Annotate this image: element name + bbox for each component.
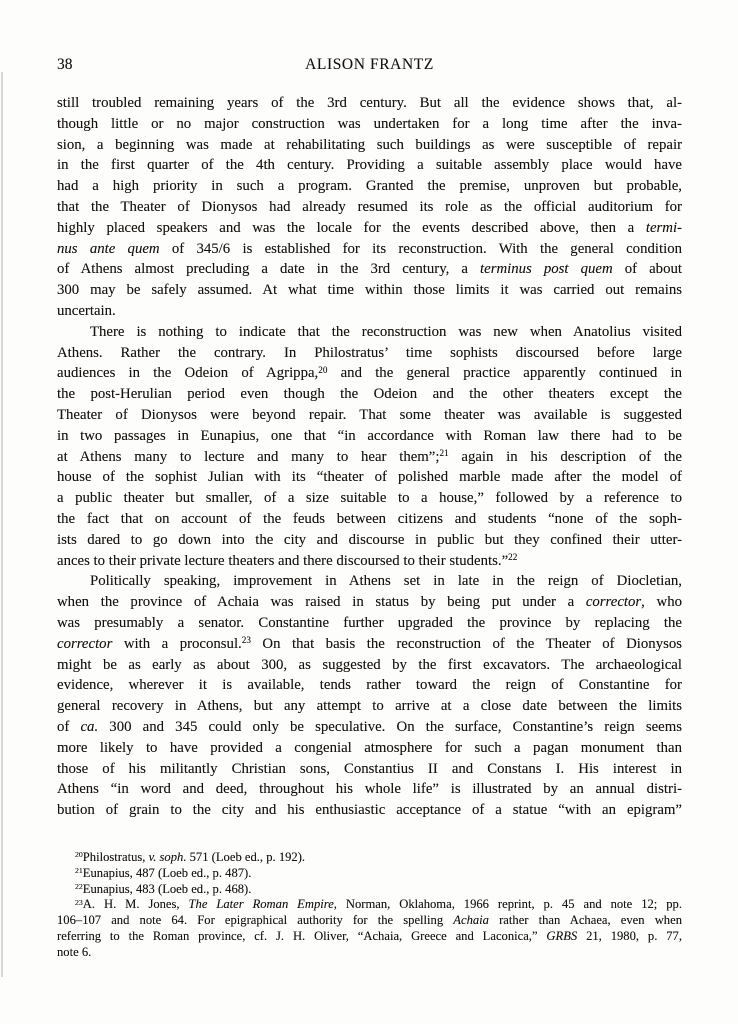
italic-text-segment: corrector [585,594,642,611]
footnote-line [57,882,682,898]
text-segment: the post-Herulian period even though the Odeion and the other theaters except the [57,386,682,403]
text-line [57,509,682,530]
text-line [57,447,682,468]
text-segment: those of his militantly Christian sons, Constantius II and Constans I. His interest in [57,760,682,777]
footnote-line [57,866,682,882]
footnote-ref: 23 [241,635,251,646]
text-line [57,218,682,239]
text-segment: Athens “in word and deed, throughout his whole life” is illustrated by an annual distri- [57,781,682,798]
text-segment: uncertain. [57,302,116,319]
text-line [57,779,682,800]
footnote-ref: 23 [75,897,83,907]
text-line [57,280,682,301]
text-segment: note 6. [57,944,92,959]
text-line [57,655,682,676]
text-line [57,717,682,738]
text-line [57,384,682,405]
text-segment: of Athens almost precluding a date in the 3rd century, a [57,261,481,278]
text-segment: more likely to have provided a congenial atmosphere for such a pagan monument than [57,739,682,756]
text-segment: had a high priority in such a program. Granted the premise, unproven but probable, [57,178,682,195]
footnote-line [57,945,682,961]
text-segment: house of the sophist Julian with its “theater of polished marble made after the model of [57,469,682,486]
text-line [57,155,682,176]
text-line [57,551,682,572]
text-line [57,301,682,322]
text-line [57,634,682,655]
text-segment: again in his description of the [448,448,683,465]
footnote-line [57,929,682,945]
body-text [57,93,682,821]
text-segment: bution of grain to the city and his enthusiastic acceptance of a statue “with an epigram” [57,802,682,819]
text-line [57,800,682,821]
text-line [57,592,682,613]
text-segment: of [57,718,81,735]
text-line [57,467,682,488]
text-line [57,114,682,135]
text-segment: 571 (Loeb ed., p. 192). [186,850,306,864]
footnotes-section [57,850,682,961]
text-segment: highly placed speakers and was the locale for the events described above, then a [57,219,646,236]
text-line [57,613,682,634]
footnote-ref: 20 [318,364,328,375]
text-line [57,426,682,447]
text-segment: audiences in the Odeion of Agrippa, [57,365,319,382]
italic-text-segment: ca. [80,718,99,735]
footnote-line [57,913,682,929]
text-segment: of about [612,261,682,278]
text-segment: still troubled remaining years of the 3rd century. But all the evidence shows that, al- [57,95,682,111]
italic-text-segment: Achaia [453,913,489,928]
text-segment: with a proconsul. [112,635,242,652]
text-segment: ists dared to go down into the city and discourse in public but they confined their utter- [57,531,682,548]
text-segment: 106–107 and note 64. For epigraphical authority for the spelling [57,913,454,928]
text-segment: Politically speaking, improvement in Athens set in late in the reign of Diocletian, [90,573,682,590]
text-line [57,675,682,696]
text-segment: sion, a beginning was made at rehabilitating such buildings as were susceptible of repair [57,136,682,153]
text-segment: , Norman, Oklahoma, 1966 reprint, p. 45 and note 12; pp. [333,897,682,912]
scan-edge-artifact [1,72,3,977]
paragraph [57,571,682,821]
text-segment: at Athens many to lecture and many to hear them”; [57,448,440,465]
text-line [57,488,682,509]
text-segment: referring to the Roman province, cf. J. H. Oliver, “Achaia, Greece and Laconica,” [57,928,547,943]
text-line [57,696,682,717]
text-segment: general recovery in Athens, but any attempt to arrive at a close date between the limits [57,698,682,715]
text-line [57,363,682,384]
text-line [57,759,682,780]
text-segment: , who [641,594,683,611]
text-segment: of 345/6 is established for its reconstruction. With the general condition [159,240,683,257]
text-line [57,343,682,364]
text-segment: in the first quarter of the 4th century. Providing a suitable assembly place would have [57,157,682,174]
text-segment: On that basis the reconstruction of the Theater of Dionysos [250,635,683,652]
footnote-line [57,850,682,866]
text-line [57,571,682,592]
footnote-ref: 22 [508,551,518,562]
text-segment: a public theater but smaller, of a size suitable to a house,” followed by a reference to [57,490,682,507]
text-segment: rather than Achaea, even when [488,913,682,928]
text-line [57,135,682,156]
footnote-line [57,897,682,913]
text-segment: Theater of Dionysos were beyond repair. That some theater was available is suggested [57,406,682,423]
text-segment: There is nothing to indicate that the reconstruction was new when Anatolius visited [90,323,682,340]
paragraph [57,322,682,572]
italic-text-segment: v. soph. [148,850,187,864]
text-line [57,239,682,260]
text-segment: Eunapius, 487 (Loeb ed., p. 487). [82,865,252,880]
footnote [57,897,682,960]
footnote-ref: 20 [75,850,83,860]
page-header [57,56,682,74]
text-segment: 21, 1980, p. 77, [577,928,682,943]
italic-text-segment: GRBS [546,928,578,943]
text-line [57,259,682,280]
italic-text-segment: terminus post quem [480,261,613,278]
footnote [57,850,682,866]
text-segment: 300 and 345 could only be speculative. On the surface, Constantine’s reign seems [98,718,682,735]
text-segment: when the province of Achaia was raised in status by being put under a [57,594,586,611]
page-number: 38 [57,56,73,73]
text-line [57,530,682,551]
text-segment: 300 may be safely assumed. At what time within those limits it was carried out remains [57,282,682,299]
footnote [57,866,682,882]
text-segment: evidence, wherever it is available, tends rather toward the reign of Constantine for [57,677,682,694]
text-line [57,322,682,343]
text-segment: Philostratus, [82,850,149,864]
text-segment: might be as early as about 300, as suggested by the first excavators. The archaeological [57,656,682,673]
text-segment: Eunapius, 483 (Loeb ed., p. 468). [82,881,252,896]
text-line [57,197,682,218]
text-segment: in two passages in Eunapius, one that “in accordance with Roman law there had to be [57,427,682,444]
text-segment: that the Theater of Dionysos had already resumed its role as the official auditorium for [57,198,682,215]
text-segment: and the general practice apparently continued in [327,365,682,382]
italic-text-segment: termi- [645,219,682,236]
italic-text-segment: nus ante quem [57,240,160,257]
paragraph [57,93,682,322]
text-line [57,93,682,114]
text-segment: though little or no major construction was undertaken for a long time after the inva- [57,115,682,132]
text-line [57,405,682,426]
text-segment: was presumably a senator. Constantine further upgraded the province by replacing the [57,614,682,631]
text-segment: Athens. Rather the contrary. In Philostratus’ time sophists discoursed before large [57,344,682,361]
footnote-ref: 21 [439,447,449,458]
text-segment: A. H. M. Jones, [82,897,189,912]
text-line [57,176,682,197]
footnote-ref: 21 [75,865,83,875]
text-line [57,738,682,759]
italic-text-segment: The Later Roman Empire [188,897,334,912]
footnote-ref: 22 [75,881,83,891]
running-head: ALISON FRANTZ [305,56,434,73]
footnote [57,882,682,898]
text-segment: ances to their private lecture theaters and there discoursed to their students.” [57,552,509,569]
text-segment: the fact that on account of the feuds between citizens and students “none of the soph- [57,510,682,527]
italic-text-segment: corrector [57,635,113,652]
